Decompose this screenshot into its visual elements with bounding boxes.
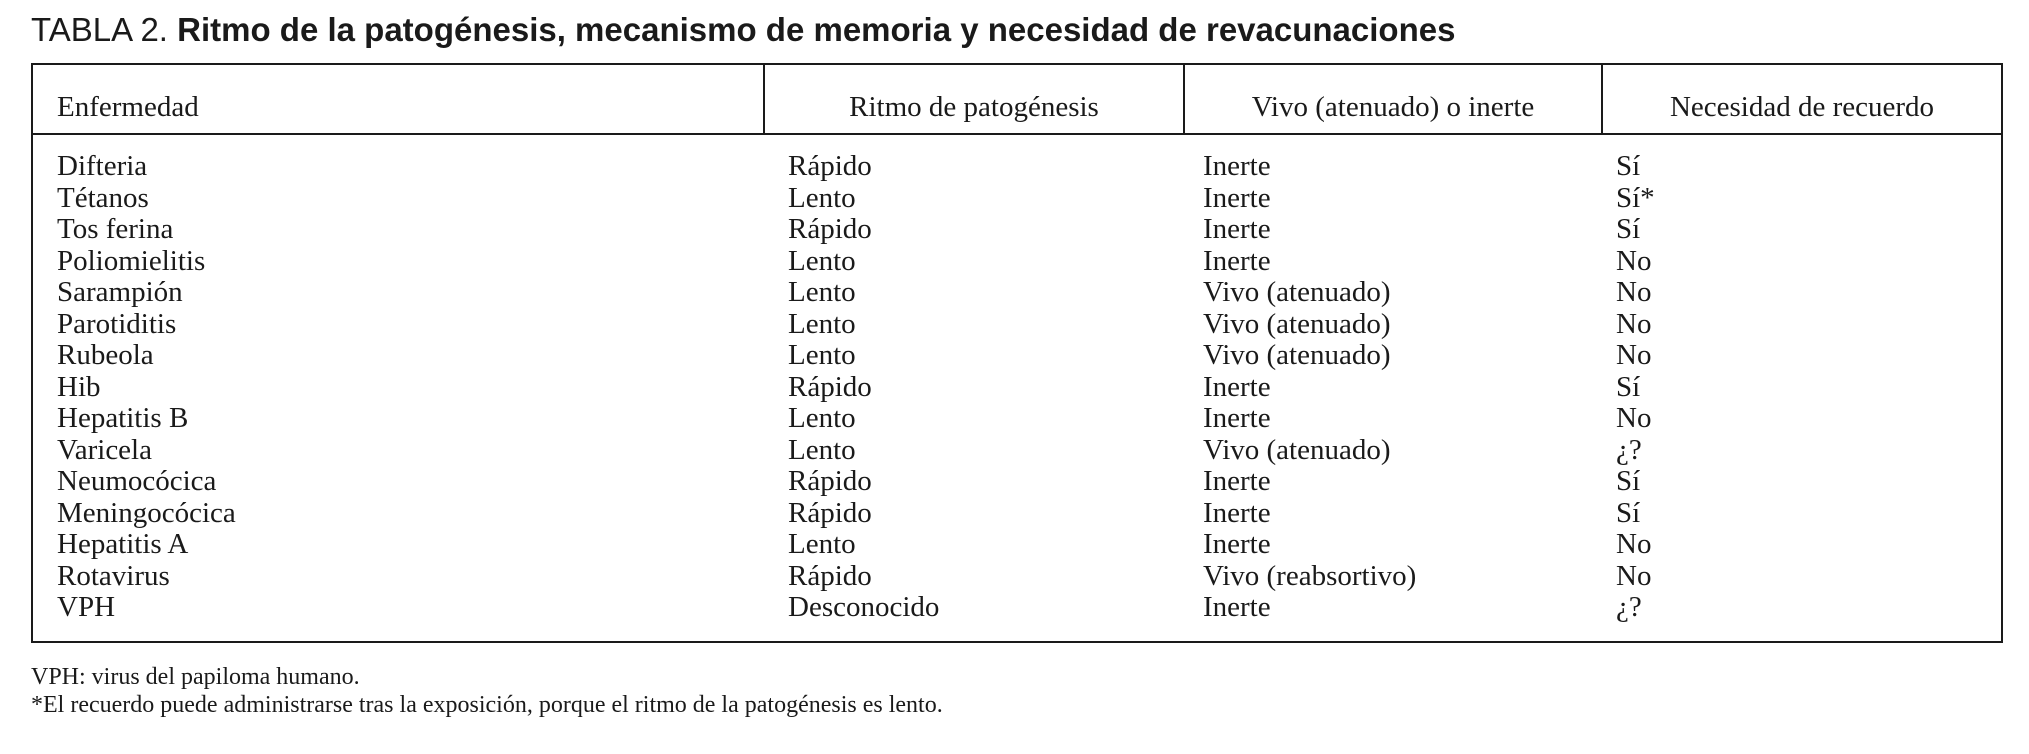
- recuerdo-cell: Sí*: [1616, 181, 1655, 214]
- table-row: [33, 592, 2001, 624]
- enfermedad-cell: Tétanos: [57, 181, 149, 214]
- tipo-cell: Inerte: [1203, 496, 1271, 529]
- recuerdo-cell: No: [1616, 307, 1652, 340]
- ritmo-cell: Rápido: [788, 465, 872, 497]
- table-row: [33, 277, 2001, 309]
- table-number: TABLA 2.: [31, 11, 168, 48]
- recuerdo-cell: No: [1616, 244, 1652, 277]
- ritmo-cell: Lento: [788, 528, 856, 560]
- tipo-cell: Vivo (atenuado): [1203, 276, 1391, 308]
- recuerdo-cell: Sí: [1616, 213, 1641, 245]
- recuerdo-cell: Sí: [1616, 370, 1641, 403]
- recuerdo-cell: ¿?: [1616, 591, 1642, 623]
- recuerdo-cell: No: [1616, 528, 1652, 560]
- tipo-cell: Inerte: [1203, 528, 1271, 560]
- table-row: [33, 183, 2001, 215]
- table-caption: [31, 8, 1455, 52]
- recuerdo-cell: No: [1616, 276, 1652, 308]
- table-row: [33, 498, 2001, 530]
- table-row: [33, 403, 2001, 435]
- footnote-abbreviation: VPH: virus del papiloma humano.: [31, 664, 360, 690]
- ritmo-cell: Lento: [788, 433, 856, 466]
- column-header-recuerdo: Necesidad de recuerdo: [1601, 65, 2001, 133]
- ritmo-cell: Lento: [788, 244, 856, 277]
- tipo-cell: Inerte: [1203, 181, 1271, 214]
- table-row: [33, 309, 2001, 341]
- table-row: [33, 340, 2001, 372]
- tipo-cell: Inerte: [1203, 213, 1271, 245]
- enfermedad-cell: Hib: [57, 370, 101, 403]
- table-footnotes: [31, 663, 943, 719]
- enfermedad-cell: Poliomielitis: [57, 244, 206, 277]
- enfermedad-cell: Parotiditis: [57, 307, 177, 340]
- table-row: [33, 246, 2001, 278]
- recuerdo-cell: No: [1616, 402, 1652, 434]
- table-header-row: [33, 65, 2001, 135]
- tipo-cell: Vivo (atenuado): [1203, 433, 1391, 466]
- ritmo-cell: Lento: [788, 276, 856, 308]
- tipo-cell: Inerte: [1203, 244, 1271, 277]
- enfermedad-cell: Varicela: [57, 433, 152, 466]
- table-row: [33, 372, 2001, 404]
- enfermedad-cell: Sarampión: [57, 276, 183, 308]
- tipo-cell: Inerte: [1203, 370, 1271, 403]
- recuerdo-cell: Sí: [1616, 150, 1641, 182]
- recuerdo-cell: Sí: [1616, 496, 1641, 529]
- enfermedad-cell: Tos ferina: [57, 213, 174, 245]
- table-row: [33, 435, 2001, 467]
- recuerdo-cell: ¿?: [1616, 433, 1642, 466]
- enfermedad-cell: VPH: [57, 591, 116, 623]
- ritmo-cell: Lento: [788, 339, 856, 371]
- ritmo-cell: Lento: [788, 181, 856, 214]
- ritmo-cell: Rápido: [788, 213, 872, 245]
- tipo-cell: Inerte: [1203, 402, 1271, 434]
- tipo-cell: Inerte: [1203, 465, 1271, 497]
- ritmo-cell: Lento: [788, 402, 856, 434]
- enfermedad-cell: Neumocócica: [57, 465, 217, 497]
- enfermedad-cell: Meningocócica: [57, 496, 236, 529]
- table-row: [33, 466, 2001, 498]
- recuerdo-cell: Sí: [1616, 465, 1641, 497]
- column-header-enfermedad: Enfermedad: [57, 91, 199, 123]
- table-body: [33, 151, 2001, 624]
- table-title: Ritmo de la patogénesis, mecanismo de memoria y necesidad de revacunaciones: [177, 11, 1456, 48]
- column-header-ritmo: Ritmo de patogénesis: [763, 65, 1183, 133]
- enfermedad-cell: Hepatitis A: [57, 528, 189, 560]
- tipo-cell: Inerte: [1203, 150, 1271, 182]
- table-row: [33, 561, 2001, 593]
- table-row: [33, 529, 2001, 561]
- column-header-tipo: Vivo (atenuado) o inerte: [1183, 65, 1601, 133]
- tipo-cell: Inerte: [1203, 591, 1271, 623]
- ritmo-cell: Rápido: [788, 559, 872, 592]
- tipo-cell: Vivo (atenuado): [1203, 339, 1391, 371]
- tipo-cell: Vivo (reabsortivo): [1203, 559, 1417, 592]
- enfermedad-cell: Hepatitis B: [57, 402, 189, 434]
- recuerdo-cell: No: [1616, 339, 1652, 371]
- tipo-cell: Vivo (atenuado): [1203, 307, 1391, 340]
- ritmo-cell: Rápido: [788, 150, 872, 182]
- enfermedad-cell: Difteria: [57, 150, 148, 182]
- ritmo-cell: Lento: [788, 307, 856, 340]
- footnote-asterisk: *El recuerdo puede administrarse tras la exposición, porque el ritmo de la patogénesis es lento.: [31, 692, 943, 718]
- recuerdo-cell: No: [1616, 559, 1652, 592]
- vaccine-table: [31, 63, 2003, 643]
- ritmo-cell: Rápido: [788, 370, 872, 403]
- table-row: [33, 151, 2001, 183]
- ritmo-cell: Rápido: [788, 496, 872, 529]
- enfermedad-cell: Rubeola: [57, 339, 154, 371]
- ritmo-cell: Desconocido: [788, 591, 940, 623]
- enfermedad-cell: Rotavirus: [57, 559, 170, 592]
- table-row: [33, 214, 2001, 246]
